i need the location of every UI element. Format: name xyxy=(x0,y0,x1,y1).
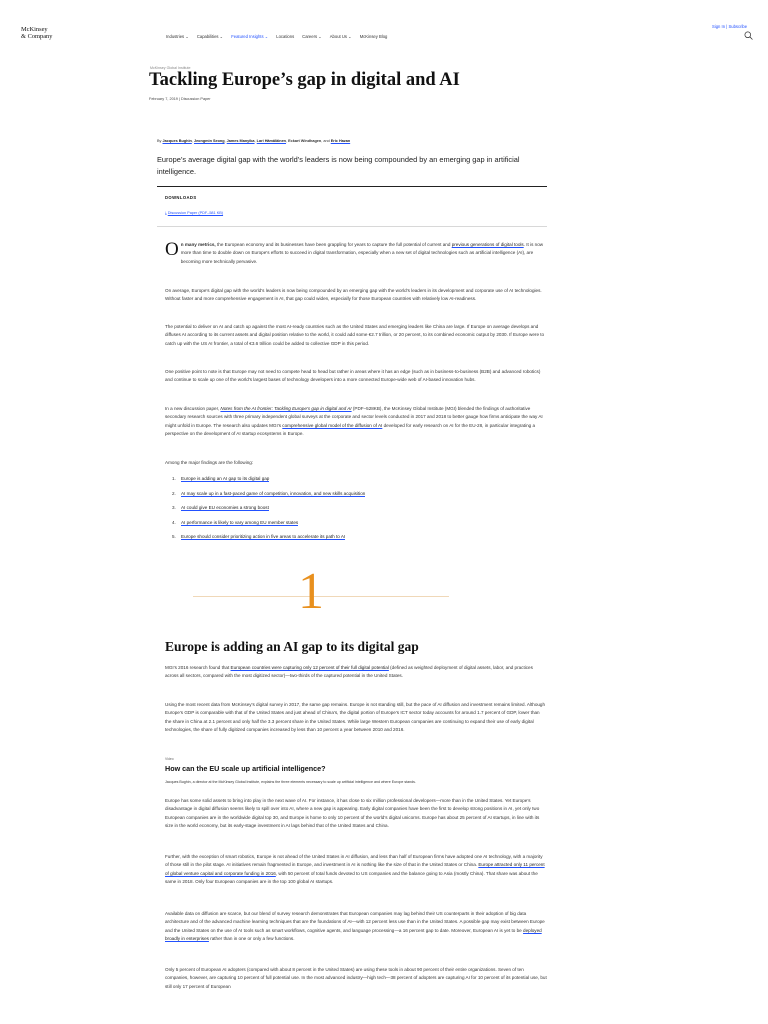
paragraph: Europe has some solid assets to bring into play in the next wave of AI. For instance, it has close to six million professional developers—more than in the United States. Yet Europe’s disadvantage in digital diffusion seems likely to spill over into AI, where a new gap is appearing. Early digital companies have been the first to develop strong positions in AI, yet only two European companies are in the worldwide digital top 30, and Europe is home to only 10 percent of the world’s digital unicorns. Europe has about 25 percent of AI startups, in line with its size in the world economy, but its early-stage investment in AI lags behind that of the United States and China. xyxy=(165,798,540,829)
article-lede: Europe’s average digital gap with the world’s leaders is now being compounded by an emerging gap in artificial intelligence. xyxy=(157,155,520,176)
finding-link[interactable]: AI may scale up in a fast-paced game of competition, innovation, and new skills acquisition xyxy=(181,490,366,496)
authors-prefix: By xyxy=(157,139,163,143)
finding-link[interactable]: Europe should consider prioritizing action in five areas to accelerate its path to AI xyxy=(181,534,346,539)
paragraph-text: the European economy and its businesses have been grappling for years to capture the full potential of current and xyxy=(215,242,452,247)
list-item[interactable] xyxy=(172,533,365,548)
search-icon[interactable] xyxy=(744,31,753,40)
nav-careers[interactable]: Careers ⌄ xyxy=(302,34,322,39)
nav-about-us[interactable]: About Us ⌄ xyxy=(329,34,352,39)
paragraph-text: MGI’s 2016 research found that xyxy=(165,665,231,670)
paragraph-lead: n many metrics, xyxy=(180,242,216,247)
paragraph-text: (PDF–528KB), the McKinsey Global Institute (MGI) blended the findings of authoritative secondary research sources with three primary independent global surveys at the corporate and sector levels conducted in 2017 and 2018 to better gauge how firms anticipate the way AI might unfold in Europe. The research also updates MGI’s xyxy=(165,406,543,428)
paragraph: Using the most recent data from McKinsey’s digital survey in 2017, the same gap remains. Europe is not standing still, but the pace of AI diffusion and investment remains limited. Although Europe’s GDP is comparable with that of the United States and just ahead of China’s, the digital portion of Europe’s ICT sector today accounts for around 1.7 percent of GDP, lower than the share in China at 2.1 percent and only half the 3.3 percent share in the United States. While large Western European companies are continuing to expand their use of early digital technologies, the share of fully digitized companies increased by less than 10 percent a year between 2010 and 2016. xyxy=(165,702,546,733)
signin-subscribe-link[interactable]: Sign In | Subscribe xyxy=(712,24,748,29)
paragraph: One positive point to note is that Europe may not need to compete head to head but rather in areas where it has an edge (such as in business-to-business (B2B) and advanced robotics) and continue to scale up one of the world’s largest bases of technology developers into a more connected Europe-wide web of AI-based innovation hubs. xyxy=(165,369,541,383)
paragraph-text: developed for early research on AI for the EU-28, in particular integrating a perspective on the development of AI startup ecosystems in Europe. xyxy=(165,422,536,437)
list-item[interactable] xyxy=(172,475,365,490)
nav-locations[interactable]: Locations xyxy=(276,34,295,39)
section-title: Europe is adding an AI gap to its digital gap xyxy=(165,639,419,654)
findings-list xyxy=(172,475,365,548)
author-link[interactable]: Eric Hazan xyxy=(330,139,351,143)
paragraph-text: . It is now more than time to double down on Europe’s efforts to succeed in digital transformation, especially when a new set of digital technologies such as artificial intelligence (AI), are becoming more technically pervasive. xyxy=(180,242,544,264)
paragraph: On average, Europe’s digital gap with the world’s leaders is now being compounded by an emerging gap with the world’s leaders in its development and corporate use of AI technologies. Without faster and more comprehensive engagement in AI, that gap could widen, especially for those European countries with relatively low AI-readiness. xyxy=(165,288,542,302)
divider xyxy=(157,186,547,187)
nav-capabilities[interactable]: Capabilities ⌄ xyxy=(196,34,224,39)
authors-line: By Jacques Bughin, Jeongmin Seong, James Manyika, Lari Hämäläinen, Eckart Windhagen, and Eric Hazan xyxy=(157,139,351,143)
logo-line1: McKinsey xyxy=(21,26,48,33)
finding-link[interactable]: Europe is adding an AI gap to its digital gap xyxy=(181,476,270,481)
finding-link[interactable]: AI performance is likely to vary among EU member states xyxy=(181,519,299,525)
list-item[interactable] xyxy=(172,504,365,519)
inline-link[interactable]: European countries were capturing only 12 percent of their full digital potential xyxy=(230,665,389,670)
author-link[interactable]: Jacques Bughin xyxy=(162,139,192,143)
logo-line2: & Company xyxy=(21,33,53,40)
paragraph-text: In a new discussion paper, xyxy=(165,406,221,411)
paragraph-text: , with 50 percent of total funds devoted to US companies and the balance going to Asia (mostly China). That share was about the same in 2018. Only four European companies are in the top 100 global AI startups. xyxy=(165,870,538,885)
paragraph xyxy=(165,664,547,681)
inline-link[interactable]: previous generations of digital tools xyxy=(451,242,524,247)
breadcrumb[interactable]: McKinsey Global Institute xyxy=(150,66,191,70)
paragraph-text: rather than in one or only a few functions. xyxy=(208,936,295,942)
download-link-label: Discussion Paper (PDF–581 KB) xyxy=(167,211,224,215)
nav-mckinsey-blog[interactable]: McKinsey Blog xyxy=(359,34,388,39)
section-number: 1 xyxy=(298,563,324,620)
list-item[interactable] xyxy=(172,519,365,534)
main-nav xyxy=(166,34,387,39)
mckinsey-logo[interactable] xyxy=(21,26,52,40)
divider xyxy=(157,226,547,227)
page-title: Tackling Europe’s gap in digital and AI xyxy=(149,70,460,90)
author-name: Eckart Windhagen xyxy=(288,139,322,143)
download-pdf-link[interactable] xyxy=(165,211,223,215)
list-number: 1. xyxy=(172,476,176,481)
inline-link[interactable]: deployed broadly in enterprises xyxy=(165,927,542,942)
downloads-heading: DOWNLOADS xyxy=(165,195,197,200)
paragraph-text: (defined as weighted deployment of digital assets, labor, and practices across all sectors, compared with the most digitized sector)—two-thirds of the captured potential in the United States. xyxy=(165,665,533,679)
paragraph-text: Available data on diffusion are scarce, but our blend of survey research demonstrates that European companies may lag behind their US counterparts in their adoption of big data architecture and of the advanced machine learning techniques that are the foundations of AI—with 12 percent less use than in the United States. A possible gap may exist between Europe and the United States on the use of AI tools such as smart workflows, cognitive agents, and language processing—a 16 percent gap to date. Moreover, European AI is yet to be xyxy=(165,911,545,933)
inline-link[interactable]: Europe attracted only 11 percent of global venture capital and corporate funding in 2016 xyxy=(165,862,545,876)
paragraph: The potential to deliver on AI and catch up against the most AI-ready countries such as the United States and emerging leaders like China are large. If Europe on average develops and diffuses AI according to its current assets and digital position relative to the world, it could add some €2.7 trillion, or 20 percent, to its combined economic output by 2030. If Europe were to catch up with the US AI frontier, a total of €3.6 trillion could be added to collective GDP in this period. xyxy=(165,324,545,346)
download-icon: ⤓ xyxy=(165,211,167,215)
inline-link[interactable]: comprehensive global model of the diffusion of AI xyxy=(282,422,383,428)
video-title[interactable]: How can the EU scale up artificial intelligence? xyxy=(165,764,326,773)
nav-featured-insights[interactable]: Featured Insights ⌄ xyxy=(231,34,269,39)
list-number: 2. xyxy=(172,490,176,496)
paragraph: Only 5 percent of European AI adopters (compared with about 8 percent in the United States) are using these tools in about 90 percent of their entire organizations. Seven of ten companies, however, are capturing 10 percent of full potential use. In the most advanced industry—high tech—38 percent of adopters are capturing AI for 10 percent of its potential use, but still only 17 percent of European xyxy=(165,967,547,989)
list-number: 3. xyxy=(172,505,176,510)
author-link[interactable]: Lari Hämäläinen xyxy=(256,139,287,143)
list-number: 5. xyxy=(172,534,176,539)
paragraph xyxy=(165,405,547,439)
paragraph xyxy=(165,853,547,887)
article-date: February 7, 2019 | Discussion Paper xyxy=(149,97,211,101)
inline-link[interactable]: Notes from the AI frontier: Tackling Europe’s gap in digital and AI xyxy=(220,406,352,411)
paragraph xyxy=(165,910,547,944)
drop-cap: O xyxy=(165,239,179,260)
author-link[interactable]: James Manyika xyxy=(226,139,255,143)
list-number: 4. xyxy=(172,519,176,525)
author-link[interactable]: Jeongmin Seong xyxy=(193,139,225,143)
nav-industries[interactable]: Industries ⌄ xyxy=(166,34,189,39)
finding-link[interactable]: AI could give EU economies a strong boost xyxy=(181,505,269,510)
video-label: Video xyxy=(165,757,174,761)
list-item[interactable] xyxy=(172,490,365,505)
paragraph-text: Further, with the exception of smart robotics, Europe is not ahead of the United States in AI diffusion, and less than half of European firms have adopted one AI technology, with a majority of those still in the pilot stage. AI initiatives remain fragmented in Europe, and investment in AI is nothing like the size of that in the United States or China. xyxy=(165,854,543,868)
video-description: Jacques Bughin, a director at the McKinsey Global Institute, explains the three elements necessary to scale up artificial intelligence and where Europe stands. xyxy=(165,780,416,784)
paragraph xyxy=(165,241,547,266)
paragraph: Among the major findings are the following: xyxy=(165,460,254,465)
